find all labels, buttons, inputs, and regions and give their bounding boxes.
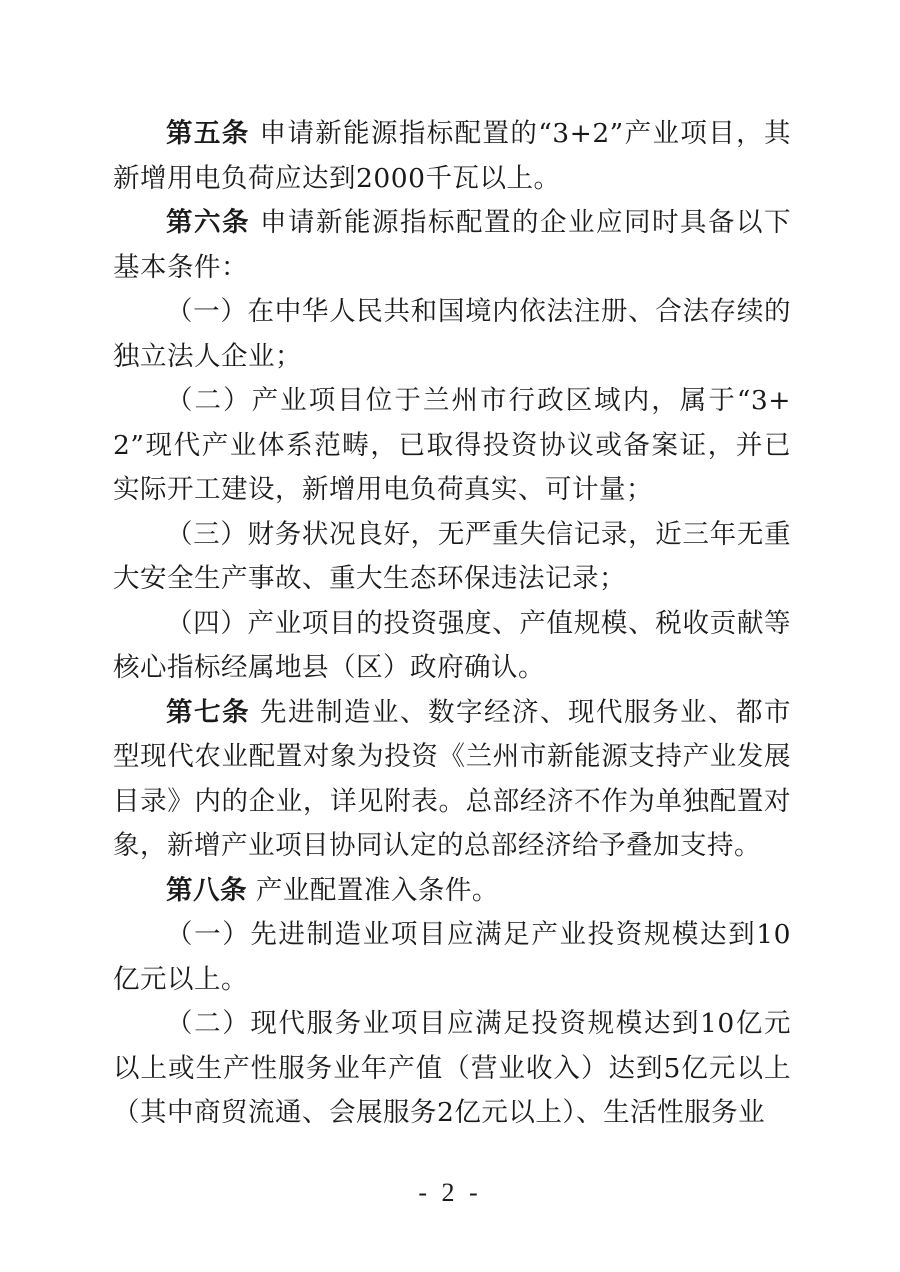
admission-2-paragraph [113,1002,791,1136]
article-text: 产业配置准入条件。 [247,874,499,906]
condition-3-paragraph [113,513,791,602]
clause-text: （二）现代服务业项目应满足投资规模达到10亿元以上或生产性服务业年产值（营业收入）达到5亿元以上（其中商贸流通、会展服务2亿元以上）、生活性服务业 [113,1008,791,1128]
article-text: 先进制造业、数字经济、现代服务业、都市型现代农业配置对象为投资《兰州市新能源支持产业发展目录》内的企业，详见附表。总部经济不作为单独配置对象，新增产业项目协同认定的总部经济给予叠加支持。 [113,696,791,861]
admission-1-paragraph [113,913,791,1002]
condition-2-paragraph [113,379,791,513]
article-7-paragraph [113,691,791,869]
article-5-paragraph [113,112,791,201]
clause-text: （一）在中华人民共和国境内依法注册、合法存续的独立法人企业； [113,296,791,372]
document-body [113,112,791,1136]
article-heading: 第五条 [166,118,250,149]
article-6-paragraph [113,201,791,290]
clause-text: （四）产业项目的投资强度、产值规模、税收贡献等核心指标经属地县（区）政府确认。 [113,607,791,683]
clause-text: （三）财务状况良好，无严重失信记录，近三年无重大安全生产事故、重大生态环保违法记录； [113,518,791,594]
clause-text: （一）先进制造业项目应满足产业投资规模达到10亿元以上。 [113,919,791,995]
article-text: 申请新能源指标配置的企业应同时具备以下基本条件： [113,207,791,283]
article-8-paragraph [113,869,791,914]
condition-1-paragraph [113,290,791,379]
article-heading: 第八条 [166,874,247,906]
article-heading: 第七条 [166,696,251,728]
article-text: 申请新能源指标配置的“3+2”产业项目，其新增用电负荷应达到2000千瓦以上。 [113,118,791,194]
article-heading: 第六条 [166,207,251,238]
clause-text: （二）产业项目位于兰州市行政区域内，属于“3+2”现代产业体系范畴，已取得投资协议或备案证，并已实际开工建设，新增用电负荷真实、可计量； [113,385,791,505]
condition-4-paragraph [113,602,791,691]
page-number: - 2 - [418,1178,482,1207]
